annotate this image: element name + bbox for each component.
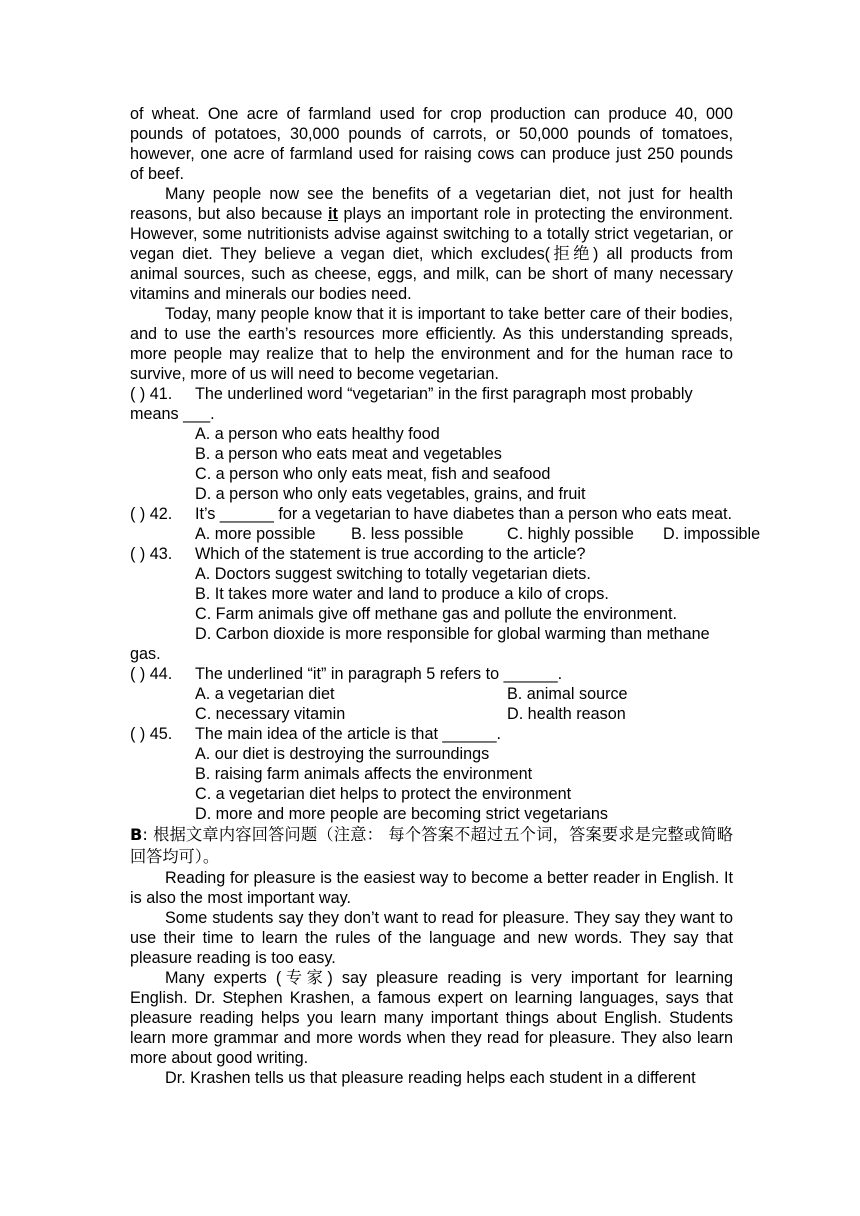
question-45-stem: The main idea of the article is that ______. bbox=[195, 725, 501, 743]
option-43-c: C. Farm animals give off methane gas and pollute the environment. bbox=[195, 605, 677, 623]
question-41-stem-continued: means ___. bbox=[130, 405, 215, 423]
question-41 bbox=[130, 384, 733, 404]
options-44-row-1 bbox=[130, 684, 733, 704]
option-45-d: D. more and more people are becoming strict vegetarians bbox=[195, 805, 608, 823]
question-43 bbox=[130, 544, 733, 564]
passage-b-paragraph-2: Some students say they don’t want to read for pleasure. They say they want to use their time to learn the rules of the language and new words. They say that pleasure reading is too easy. bbox=[130, 909, 733, 967]
question-43-stem: Which of the statement is true according to the article? bbox=[195, 545, 586, 563]
document-page bbox=[130, 104, 761, 1088]
paragraph-5-text-before: Many people now see the benefits of a vegetarian diet, not just for health reasons, but also because bbox=[130, 185, 733, 223]
question-44-stem: The underlined “it” in paragraph 5 refers to ______. bbox=[195, 665, 563, 683]
section-b-label: B bbox=[130, 825, 143, 844]
passage-b-paragraph-4: Dr. Krashen tells us that pleasure reading helps each student in a different bbox=[165, 1069, 696, 1087]
question-41-stem: The underlined word “vegetarian” in the first paragraph most probably bbox=[195, 385, 693, 403]
answer-blank-44[interactable]: ( ) 44. bbox=[130, 665, 173, 683]
options-42 bbox=[130, 524, 761, 544]
paragraph-5-text-after: plays an important role in protecting the environment. However, some nutritionists advise against switching to a totally strict vegetarian, or vegan diet. They believe a vegan diet, which excludes(拒绝) all products from animal sources, such as cheese, eggs, and milk, can be short of many necessary vitamins and minerals our bodies need. bbox=[130, 205, 733, 303]
paragraph-5 bbox=[130, 184, 733, 304]
option-41-b: B. a person who eats meat and vegetables bbox=[195, 445, 502, 463]
paragraph-6: Today, many people know that it is important to take better care of their bodies, and to use the earth’s resources more efficiently. As this understanding spreads, more people may realize that to help the environment and for the human race to survive, more of us will need to become vegetarian. bbox=[130, 305, 733, 383]
option-42-a: A. more possible bbox=[195, 525, 316, 543]
option-45-a: A. our diet is destroying the surroundings bbox=[195, 745, 490, 763]
question-44 bbox=[130, 664, 733, 684]
question-42-stem: It’s ______ for a vegetarian to have diabetes than a person who eats meat. bbox=[195, 505, 732, 523]
option-43-a: A. Doctors suggest switching to totally vegetarian diets. bbox=[195, 565, 591, 583]
option-44-d: D. health reason bbox=[507, 705, 626, 723]
section-b-instruction-text: : 根据文章内容回答问题（注意： 每个答案不超过五个词，答案要求是完整或简略回答均可）。 bbox=[130, 825, 733, 866]
section-b-instruction bbox=[130, 824, 733, 868]
options-44-row-2 bbox=[130, 704, 733, 724]
option-44-c: C. necessary vitamin bbox=[195, 705, 346, 723]
answer-blank-41[interactable]: ( ) 41. bbox=[130, 385, 173, 403]
answer-blank-42[interactable]: ( ) 42. bbox=[130, 505, 173, 523]
option-41-c: C. a person who only eats meat, fish and seafood bbox=[195, 465, 551, 483]
paragraph-continued: of wheat. One acre of farmland used for crop production can produce 40, 000 pounds of potatoes, 30,000 pounds of carrots, or 50,000 pounds of tomatoes, however, one acre of farmland used for raising cows can produce just 250 pounds of beef. bbox=[130, 105, 733, 183]
option-44-b: B. animal source bbox=[507, 685, 628, 703]
option-42-c: C. highly possible bbox=[507, 525, 634, 543]
option-41-d: D. a person who only eats vegetables, grains, and fruit bbox=[195, 485, 586, 503]
answer-blank-45[interactable]: ( ) 45. bbox=[130, 725, 173, 743]
option-41-a: A. a person who eats healthy food bbox=[195, 425, 440, 443]
option-42-d: D. impossible bbox=[663, 525, 761, 543]
option-43-d: D. Carbon dioxide is more responsible for global warming than methane bbox=[195, 625, 710, 643]
option-45-b: B. raising farm animals affects the environment bbox=[195, 765, 533, 783]
option-44-a: A. a vegetarian diet bbox=[195, 685, 335, 703]
question-45 bbox=[130, 724, 733, 744]
passage-b-paragraph-1: Reading for pleasure is the easiest way to become a better reader in English. It is also the most important way. bbox=[130, 869, 733, 907]
option-42-b: B. less possible bbox=[351, 525, 464, 543]
question-42 bbox=[130, 504, 733, 524]
underlined-it: it bbox=[328, 205, 338, 223]
option-43-d-continued: gas. bbox=[130, 645, 161, 663]
answer-blank-43[interactable]: ( ) 43. bbox=[130, 545, 173, 563]
option-45-c: C. a vegetarian diet helps to protect the environment bbox=[195, 785, 572, 803]
passage-b-paragraph-3: Many experts (专家) say pleasure reading is very important for learning English. Dr. Stephen Krashen, a famous expert on learning languages, says that pleasure reading helps you learn many important things about English. Students learn more grammar and more words when they read for pleasure. They also learn more about good writing. bbox=[130, 969, 733, 1067]
option-43-b: B. It takes more water and land to produce a kilo of crops. bbox=[195, 585, 609, 603]
